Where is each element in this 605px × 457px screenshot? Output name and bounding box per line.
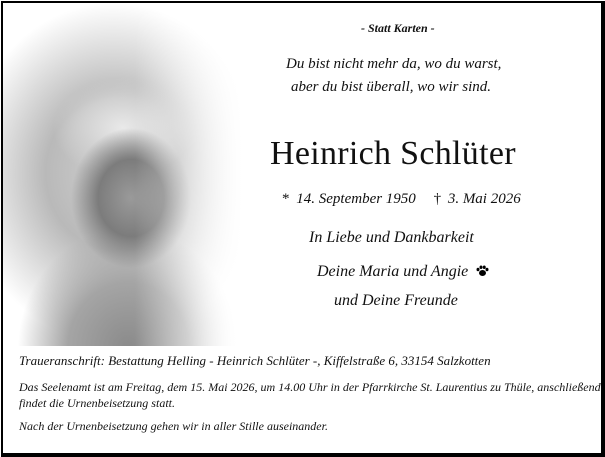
service-details: Das Seelenamt ist am Freitag, dem 15. Mai 2026, um 14.00 Uhr in der Pfarrkirche St. Laurentius zu Thüle, anschließend findet die Urnenbeisetzung statt. [19, 380, 601, 410]
mourners-family: Deine Maria und Angie [317, 263, 469, 280]
death-date-group [434, 191, 521, 207]
verse-line-2: aber du bist überall, wo wir sind. [291, 79, 492, 95]
mourners-family-line [317, 263, 489, 281]
life-dates [282, 191, 521, 208]
statt-karten-label: - Statt Karten - [361, 21, 435, 35]
closing-note: Nach der Urnenbeisetzung gehen wir in aller Stille auseinander. [19, 419, 328, 433]
birth-symbol: * [282, 191, 290, 207]
death-symbol: † [433, 191, 442, 207]
mourning-address: Traueranschrift: Bestattung Helling - Heinrich Schlüter -, Kiffelstraße 6, 33154 Salzkotten [19, 353, 491, 368]
portrait-photo [3, 3, 243, 346]
mourners-intro: In Liebe und Dankbarkeit [309, 229, 474, 246]
birth-date-group [282, 191, 420, 207]
verse-line-1: Du bist nicht mehr da, wo du warst, [286, 56, 502, 72]
death-date: 3. Mai 2026 [447, 191, 521, 207]
birth-date: 14. September 1950 [296, 191, 416, 207]
obituary-card [1, 1, 605, 457]
paw-icon [476, 265, 489, 277]
mourners-friends: und Deine Freunde [334, 292, 458, 309]
deceased-name: Heinrich Schlüter [270, 135, 516, 172]
